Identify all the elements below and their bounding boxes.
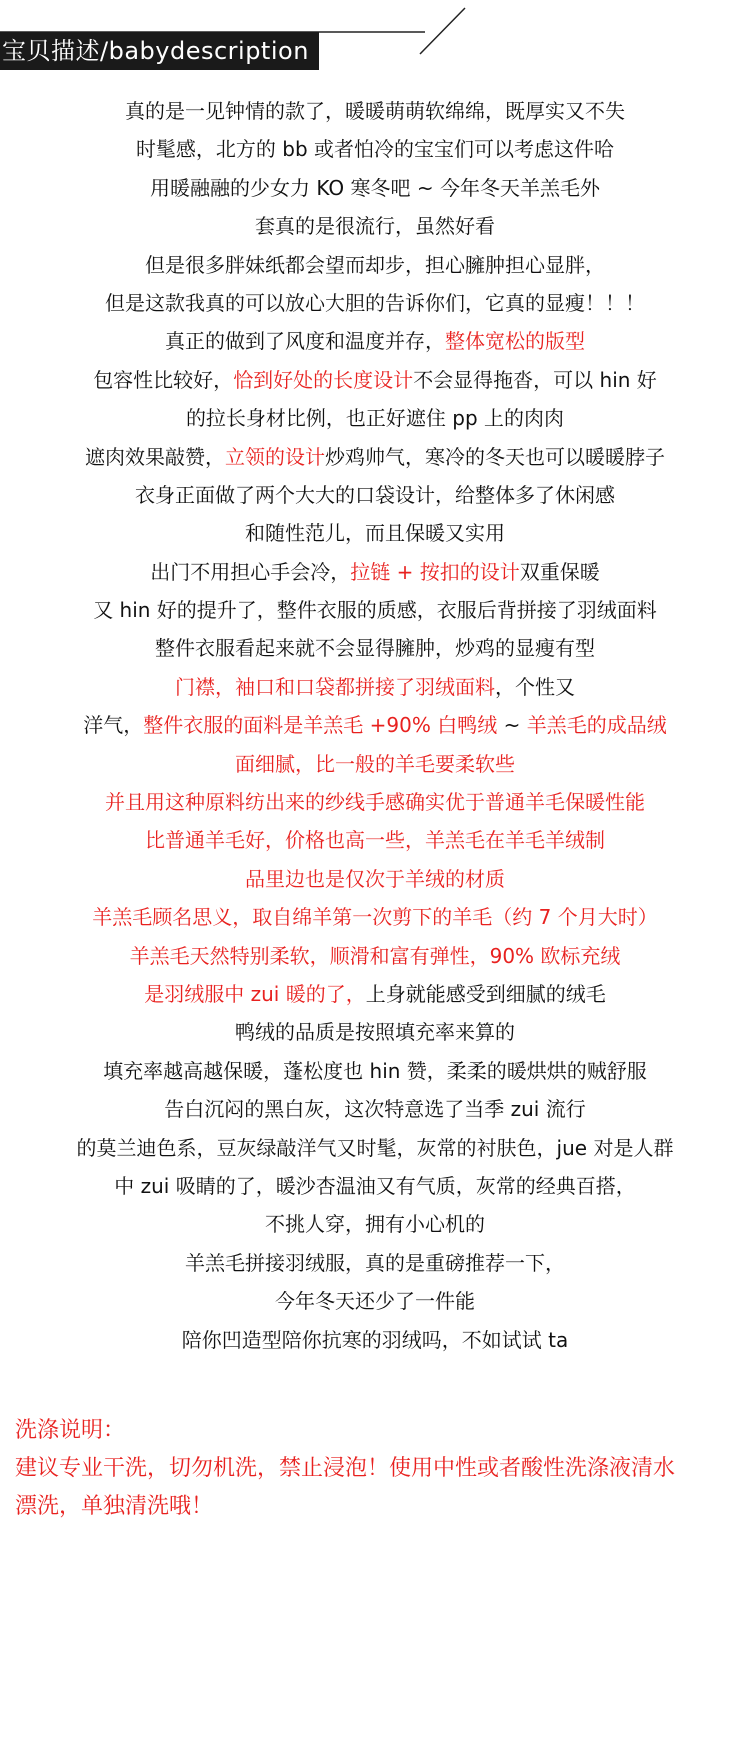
description-line — [0, 207, 750, 245]
highlight-text: 面细腻，比一般的羊毛要柔软些 — [235, 751, 515, 776]
description-line — [0, 706, 750, 744]
highlight-text: 是羽绒服中 zui 暖的了， — [144, 981, 366, 1006]
description-line — [0, 1321, 750, 1359]
description-line — [0, 438, 750, 476]
description-line — [0, 399, 750, 437]
body-text: 但是这款我真的可以放心大胆的告诉你们，它真的显瘦！！！ — [105, 290, 645, 315]
description-line — [0, 898, 750, 936]
body-text: 用暖融融的少女力 KO 寒冬吧 ~ 今年冬天羊羔毛外 — [150, 175, 600, 200]
highlight-text: 整件衣服的面料是羊羔毛 +90% 白鸭绒 — [143, 713, 498, 738]
body-text: 整件衣服看起来就不会显得臃肿，炒鸡的显瘦有型 — [155, 636, 595, 661]
description-line — [0, 284, 750, 322]
description-line — [0, 1244, 750, 1282]
description-line — [0, 514, 750, 552]
body-text: 洋气， — [83, 713, 144, 738]
body-text: ，个性又 — [495, 674, 575, 699]
description-line — [0, 937, 750, 975]
description-line — [0, 476, 750, 514]
description-line — [0, 591, 750, 629]
body-text: 出门不用担心手会冷， — [150, 559, 351, 584]
description-line — [0, 783, 750, 821]
description-line — [0, 821, 750, 859]
highlight-text: 立领的设计 — [225, 444, 325, 469]
body-text: 真的是一见钟情的款了，暖暖萌萌软绵绵，既厚实又不失 — [125, 99, 625, 123]
description-line — [0, 1205, 750, 1243]
highlight-text: 羊羔毛天然特别柔软，顺滑和富有弹性，90% 欧标充绒 — [129, 943, 621, 968]
highlight-text: 品里边也是仅次于羊绒的材质 — [245, 866, 505, 891]
body-text: 羊羔毛拼接羽绒服，真的是重磅推荐一下， — [185, 1250, 565, 1275]
body-text: 的拉长身材比例，也正好遮住 pp 上的肉肉 — [185, 406, 565, 431]
highlight-text: 羊羔毛顾名思义，取自绵羊第一次剪下的羊毛（约 7 个月大时） — [92, 905, 658, 930]
highlight-text: 门襟，袖口和口袋都拼接了羽绒面料 — [175, 674, 495, 699]
section-header — [0, 0, 750, 80]
body-text: 的莫兰迪色系，豆灰绿敲洋气又时髦，灰常的衬肤色，jue 对是人群 — [76, 1135, 674, 1160]
body-text: 但是很多胖妹纸都会望而却步，担心臃肿担心显胖， — [145, 252, 605, 277]
description-line — [0, 1129, 750, 1167]
description-line — [0, 361, 750, 399]
washing-instructions — [15, 1412, 747, 1526]
body-text: 时髦感，北方的 bb 或者怕冷的宝宝们可以考虑这件哈 — [135, 137, 615, 162]
highlight-text: 拉链 + 按扣的设计 — [350, 559, 520, 584]
body-text: 套真的是很流行，虽然好看 — [255, 214, 495, 239]
description-line — [0, 860, 750, 898]
body-text: 陪你凹造型陪你抗寒的羽绒吗，不如试试 ta — [181, 1327, 569, 1352]
body-text: 炒鸡帅气，寒冷的冬天也可以暖暖脖子 — [325, 444, 665, 469]
description-line — [0, 668, 750, 706]
body-text: 衣身正面做了两个大大的口袋设计，给整体多了休闲感 — [135, 482, 615, 507]
highlight-text: 整体宽松的版型 — [445, 329, 585, 354]
description-line — [0, 1013, 750, 1051]
body-text: 不会显得拖沓，可以 hin 好 — [413, 367, 657, 392]
description-line — [0, 1167, 750, 1205]
description-line — [0, 975, 750, 1013]
washing-text-line: 建议专业干洗，切勿机洗，禁止浸泡！使用中性或者酸性洗涤液清水 — [15, 1456, 676, 1481]
body-text: 双重保暖 — [519, 559, 600, 584]
product-description — [0, 92, 750, 1359]
highlight-text: 并且用这种原料纺出来的纱线手感确实优于普通羊毛保暖性能 — [105, 790, 645, 815]
description-line — [0, 322, 750, 360]
description-line — [0, 553, 750, 591]
description-line — [0, 629, 750, 667]
body-text: 填充率越高越保暖，蓬松度也 hin 赞，柔柔的暖烘烘的贼舒服 — [103, 1058, 647, 1083]
description-line — [0, 246, 750, 284]
description-line — [0, 92, 750, 130]
washing-text-line: 漂洗，单独清洗哦！ — [15, 1494, 214, 1519]
body-text: 包容性比较好， — [93, 367, 234, 392]
body-text: 中 zui 吸睛的了，暖沙杏温油又有气质，灰常的经典百搭， — [114, 1173, 636, 1198]
body-text: 今年冬天还少了一件能 — [275, 1289, 475, 1314]
body-text: 又 hin 好的提升了，整件衣服的质感，衣服后背拼接了羽绒面料 — [93, 598, 657, 623]
body-text: 遮肉效果敲赞， — [85, 444, 225, 469]
highlight-text: 比普通羊毛好，价格也高一些，羊羔毛在羊毛羊绒制 — [145, 828, 605, 853]
body-text: ~ — [497, 713, 527, 738]
highlight-text: 羊羔毛的成品绒 — [526, 713, 667, 738]
description-line — [0, 745, 750, 783]
section-title: 宝贝描述/babydescription — [0, 32, 319, 70]
description-line — [0, 130, 750, 168]
description-line — [0, 169, 750, 207]
body-text: 不挑人穿，拥有小心机的 — [265, 1212, 485, 1237]
body-text: 真正的做到了风度和温度并存， — [165, 329, 445, 354]
body-text: 告白沉闷的黑白灰，这次特意选了当季 zui 流行 — [164, 1097, 586, 1122]
body-text: 鸭绒的品质是按照填充率来算的 — [235, 1020, 515, 1045]
washing-title: 洗涤说明： — [15, 1418, 126, 1443]
body-text: 和随性范儿，而且保暖又实用 — [245, 521, 505, 546]
highlight-text: 恰到好处的长度设计 — [233, 367, 414, 392]
description-line — [0, 1052, 750, 1090]
description-line — [0, 1090, 750, 1128]
description-line — [0, 1282, 750, 1320]
body-text: 上身就能感受到细腻的绒毛 — [365, 981, 606, 1006]
